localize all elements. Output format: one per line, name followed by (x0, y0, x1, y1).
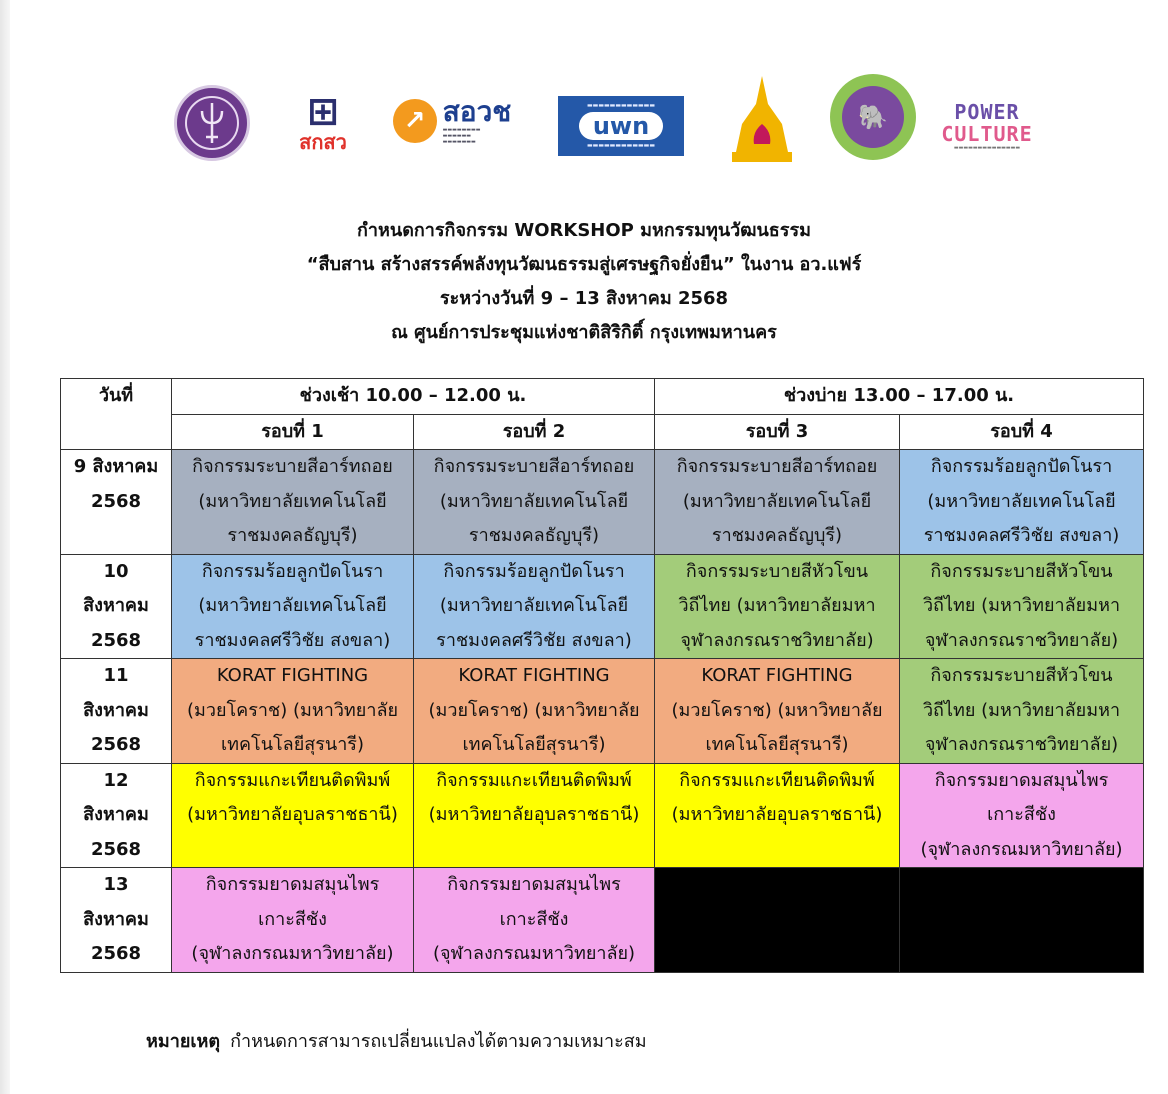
activity-line: KORAT FIGHTING (458, 665, 610, 686)
activity-cell (655, 868, 900, 973)
day-cell (61, 554, 172, 659)
round-1-header: รอบที่ 1 (172, 414, 414, 450)
activity-line: ราชมงคลธัญบุรี) (468, 525, 600, 546)
heading-line-2: “สืบสาน สร้างสรรค์พลังทุนวัฒนธรรมสู่เศรษฐกิจยั่งยืน” ในงาน อว.แฟร์ (306, 254, 862, 275)
stupa-emblem-icon (724, 74, 800, 166)
table-header-row (61, 379, 1144, 415)
activity-line: เทคโนโลยีสุรนารี) (220, 734, 365, 755)
day-cell-line: 11 (103, 665, 129, 686)
activity-line: กิจกรรมระบายสีหัวโขน (930, 665, 1113, 686)
activity-cell (414, 868, 655, 973)
day-cell-line: 12 (103, 769, 129, 791)
day-cell (61, 868, 172, 973)
footnote-label: หมายเหตุ (146, 1031, 221, 1052)
activity-line: กิจกรรมระบายสีอาร์ทถอย (192, 456, 393, 477)
activity-line: กิจกรรมระบายสีอาร์ทถอย (433, 456, 635, 477)
power-of-culture-logo (938, 98, 1036, 154)
uwn-logo-text: uwn (579, 112, 663, 140)
activity-line: กิจกรรมระบายสีอาร์ทถอย (676, 456, 878, 477)
schedule-table (60, 378, 1144, 973)
activity-cell (172, 763, 414, 868)
afternoon-session-header: ช่วงบ่าย 13.00 – 17.00 น. (655, 379, 1144, 415)
heading-line-3: ระหว่างวันที่ 9 – 13 สิงหาคม 2568 (439, 288, 729, 309)
activity-cell (655, 450, 900, 555)
day-cell-line: สิงหาคม (83, 699, 149, 721)
day-cell-line: สิงหาคม (83, 804, 149, 825)
day-column-header: วันที่ (61, 379, 172, 450)
activity-line: (มหาวิทยาลัยอุบลราชธานี) (671, 804, 883, 825)
activity-line: (มวยโคราช) (มหาวิทยาลัย (428, 699, 640, 721)
orwor-logo (388, 92, 516, 150)
ministry-seal-logo (174, 85, 250, 161)
activity-line: (มหาวิทยาลัยเทคโนโลยี (927, 490, 1116, 512)
activity-line: เกาะสีชัง (499, 908, 569, 930)
table-row (61, 763, 1144, 868)
schedule-body (61, 450, 1144, 973)
morning-session-header: ช่วงเช้า 10.00 – 12.00 น. (172, 379, 655, 415)
activity-cell (900, 450, 1144, 555)
activity-line: (จุฬาลงกรณมหาวิทยาลัย) (432, 943, 636, 964)
activity-line: กิจกรรมร้อยลูกปัดโนรา (443, 560, 625, 582)
orwor-arrow-icon: ↗ (393, 99, 437, 143)
activity-cell (655, 763, 900, 868)
activity-cell (900, 763, 1144, 868)
activity-line: กิจกรรมแกะเทียนติดพิมพ์ (194, 769, 391, 791)
activity-line: จุฬาลงกรณราชวิทยาลัย) (924, 629, 1119, 651)
day-cell-line: 2568 (90, 490, 142, 512)
activity-line: (มวยโคราช) (มหาวิทยาลัย (186, 699, 399, 721)
power-of-culture-tagline: ▬▬▬▬▬▬▬▬▬▬▬▬▬▬ (953, 145, 1021, 151)
day-cell (61, 450, 172, 555)
power-of-culture-line2: CULTURE (941, 122, 1033, 146)
activity-line: (มหาวิทยาลัยเทคโนโลยี (439, 595, 629, 616)
activity-line: ราชมงคลศรีวิชัย สงขลา) (923, 525, 1120, 546)
activity-line: (มหาวิทยาลัยเทคโนโลยี (198, 490, 387, 512)
day-cell (61, 659, 172, 764)
day-cell-line: 9 สิงหาคม (73, 456, 159, 477)
table-row (61, 659, 1144, 764)
heading-line-4: ณ ศูนย์การประชุมแห่งชาติสิริกิติ์ กรุงเทพมหานคร (391, 322, 777, 343)
activity-line: (จุฬาลงกรณมหาวิทยาลัย) (920, 838, 1123, 860)
activity-line: กิจกรรมระบายสีหัวโขน (930, 560, 1113, 582)
activity-line: กิจกรรมยาดมสมุนไพร (934, 769, 1109, 791)
activity-line: กิจกรรมยาดมสมุนไพร (205, 874, 380, 895)
activity-line: KORAT FIGHTING (701, 665, 853, 686)
ubon-university-logo (724, 74, 800, 166)
activity-line: (จุฬาลงกรณมหาวิทยาลัย) (191, 943, 394, 964)
activity-line: ราชมงคลธัญบุรี) (227, 525, 358, 546)
activity-line: (มหาวิทยาลัยอุบลราชธานี) (187, 804, 398, 825)
activity-cell (172, 868, 414, 973)
day-cell-line: 2568 (90, 838, 142, 860)
footnote (146, 1026, 647, 1055)
activity-cell (655, 554, 900, 659)
activity-line: วิถีไทย (มหาวิทยาลัยมหา (922, 699, 1121, 721)
activity-cell (900, 868, 1144, 973)
trident-emblem-icon (182, 93, 242, 153)
document-heading (0, 214, 1168, 350)
uwn-logo-top-strip: ▬▬▬▬▬▬▬▬▬▬▬▬ (586, 102, 656, 109)
day-cell (61, 763, 172, 868)
activity-line: กิจกรรมร้อยลูกปัดโนรา (201, 560, 384, 582)
activity-cell (414, 450, 655, 555)
activity-cell (414, 554, 655, 659)
heading-line-1: กำหนดการกิจกรรม WORKSHOP มหกรรมทุนวัฒนธรรม (357, 220, 811, 241)
activity-line: วิถีไทย (มหาวิทยาลัยมหา (922, 595, 1121, 616)
power-of-culture-line1: POWER (954, 100, 1020, 124)
table-row (61, 868, 1144, 973)
activity-line: ราชมงคลศรีวิชัย สงขลา) (436, 629, 632, 651)
activity-line: กิจกรรมแกะเทียนติดพิมพ์ (436, 769, 632, 791)
tskw-mark-icon: ⊞ (307, 89, 339, 133)
table-row (61, 450, 1144, 555)
activity-line: (มหาวิทยาลัยเทคโนโลยี (439, 490, 629, 512)
round-2-header: รอบที่ 2 (414, 414, 655, 450)
activity-line: KORAT FIGHTING (216, 665, 369, 686)
orwor-logo-subtext: ▬▬▬▬▬▬▬▬ ▬▬▬▬▬▬ ▬▬▬▬▬▬▬ (442, 127, 481, 145)
activity-cell (414, 763, 655, 868)
day-cell-line: สิงหาคม (83, 908, 149, 930)
day-cell-line: สิงหาคม (83, 595, 149, 616)
activity-cell (172, 554, 414, 659)
activity-cell (172, 450, 414, 555)
day-cell-line: 2568 (90, 943, 142, 964)
activity-line: เทคโนโลยีสุรนารี) (705, 734, 849, 755)
table-row (61, 554, 1144, 659)
tskw-logo-text: สกสว (299, 130, 347, 154)
activity-line: (มหาวิทยาลัยอุบลราชธานี) (428, 804, 640, 825)
activity-cell (172, 659, 414, 764)
round-header-row (61, 414, 1144, 450)
activity-line: กิจกรรมร้อยลูกปัดโนรา (930, 456, 1113, 477)
day-cell-line: 10 (103, 560, 129, 582)
activity-line: จุฬาลงกรณราชวิทยาลัย) (680, 629, 874, 651)
activity-line: กิจกรรมระบายสีหัวโขน (685, 560, 869, 582)
day-cell-line: 13 (103, 874, 129, 895)
tskw-logo (290, 86, 356, 160)
orwor-logo-text: สอวช (442, 95, 512, 128)
activity-cell (655, 659, 900, 764)
round-3-header: รอบที่ 3 (655, 414, 900, 450)
round-4-header: รอบที่ 4 (900, 414, 1144, 450)
activity-cell (900, 554, 1144, 659)
uwn-logo (558, 96, 684, 156)
activity-line: วิถีไทย (มหาวิทยาลัยมหา (678, 595, 876, 616)
page-edge-shadow (0, 0, 10, 1094)
uwn-logo-bottom-strip: ▬▬▬▬▬▬▬▬▬▬▬▬ (586, 142, 656, 149)
activity-line: ราชมงคลธัญบุรี) (711, 525, 843, 546)
activity-line: จุฬาลงกรณราชวิทยาลัย) (924, 734, 1119, 755)
activity-line: กิจกรรมยาดมสมุนไพร (447, 874, 621, 895)
activity-line: ราชมงคลศรีวิชัย สงขลา) (194, 629, 391, 651)
day-cell-line: 2568 (90, 734, 142, 755)
day-cell-line: 2568 (90, 629, 142, 651)
activity-line: เกาะสีชัง (258, 908, 327, 930)
elephant-emblem-icon: 🐘 (842, 86, 904, 148)
activity-cell (414, 659, 655, 764)
footnote-text: กำหนดการสามารถเปลี่ยนแปลงได้ตามความเหมาะสม (230, 1031, 647, 1052)
activity-line: เกาะสีชัง (987, 804, 1056, 825)
activity-line: (มวยโคราช) (มหาวิทยาลัย (671, 699, 883, 721)
activity-line: (มหาวิทยาลัยเทคโนโลยี (682, 490, 872, 512)
activity-line: กิจกรรมแกะเทียนติดพิมพ์ (679, 769, 875, 791)
chulalongkorn-rajavidyalaya-logo (830, 74, 916, 160)
activity-cell (900, 659, 1144, 764)
activity-line: เทคโนโลยีสุรนารี) (462, 734, 606, 755)
activity-line: (มหาวิทยาลัยเทคโนโลยี (198, 595, 387, 616)
